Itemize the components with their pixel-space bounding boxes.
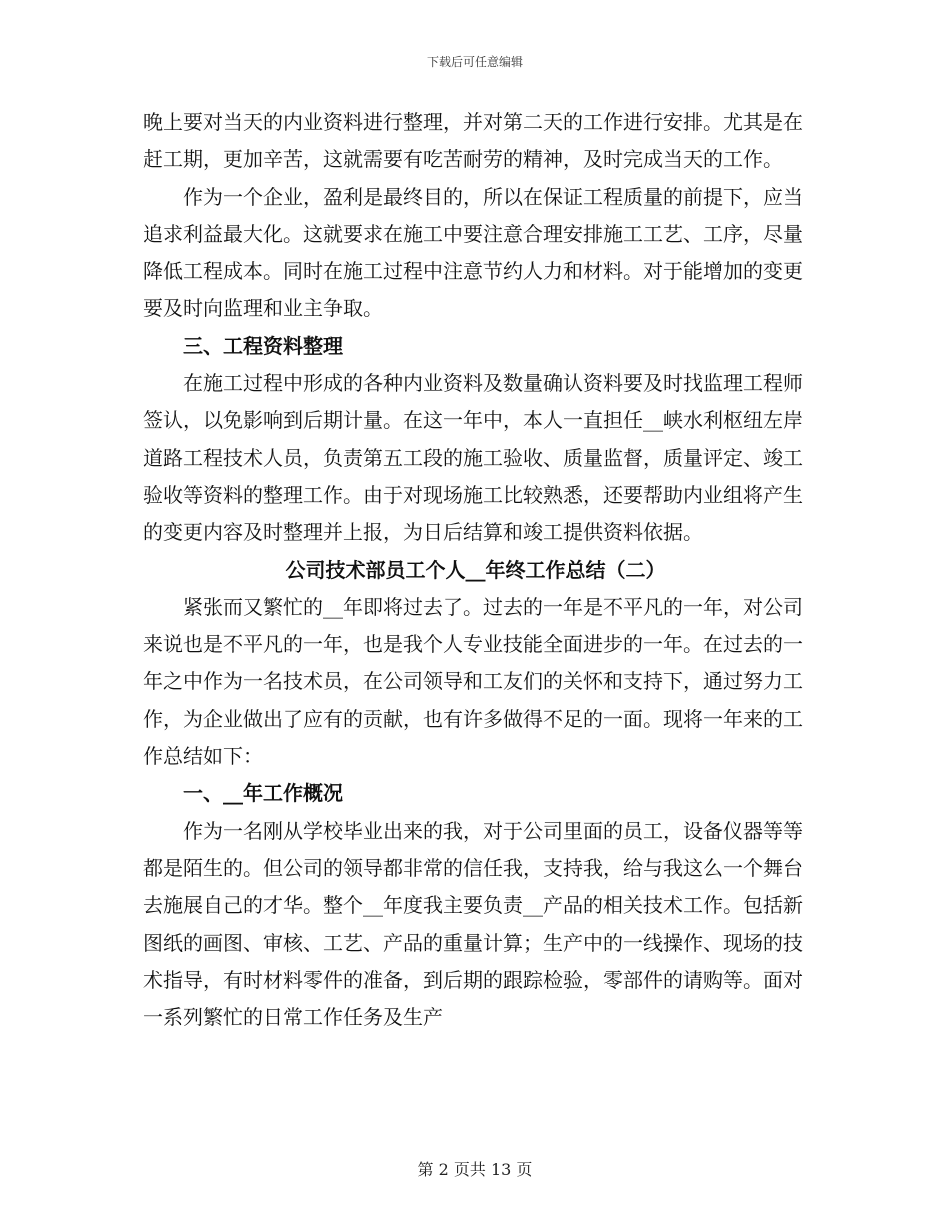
document-body <box>143 104 808 1036</box>
paragraph-continued: 晚上要对当天的内业资料进行整理，并对第二天的工作进行安排。尤其是在赶工期，更加辛苦，这就需要有吃苦耐劳的精神，及时完成当天的工作。 <box>143 110 803 172</box>
paragraph-intro: 紧张而又繁忙的__年即将过去了。过去的一年是不平凡的一年，对公司来说也是不平凡的一年，也是我个人专业技能全面进步的一年。在过去的一年之中作为一名技术员，在公司领导和工友们的关怀和支持下，通过努力工作，为企业做出了应有的贡献，也有许多做得不足的一面。现将一年来的工作总结如下： <box>143 594 803 769</box>
paragraph-overview: 作为一名刚从学校毕业出来的我，对于公司里面的员工，设备仪器等等都是陌生的。但公司的领导都非常的信任我，支持我，给与我这么一个舞台去施展自己的才华。整个__年度我主要负责__产品的相关技术工作。包括新图纸的画图、审核、工艺、产品的重量计算；生产中的一线操作、现场的技术指导，有时材料零件的准备，到后期的跟踪检验，零部件的请购等。面对一系列繁忙的日常工作任务及生产 <box>143 818 803 1030</box>
section-heading-overview: 一、__年工作概况 <box>183 781 343 806</box>
paragraph-profit: 作为一个企业，盈利是最终目的，所以在保证工程质量的前提下，应当追求利益最大化。这就要求在施工中要注意合理安排施工工艺、工序，尽量降低工程成本。同时在施工过程中注意节约人力和材料。对于能增加的变更要及时向监理和业主争取。 <box>143 184 803 321</box>
section-heading-records: 三、工程资料整理 <box>183 333 343 358</box>
page-header: 下载后可任意编辑 <box>426 55 523 69</box>
page-number: 第 2 页共 13 页 <box>417 1160 533 1179</box>
document-title: 公司技术部员工个人__年终工作总结（二） <box>285 557 666 582</box>
paragraph-records: 在施工过程中形成的各种内业资料及数量确认资料要及时找监理工程师签认，以免影响到后期计量。在这一年中，本人一直担任__峡水利枢纽左岸道路工程技术人员，负责第五工段的施工验收、质量监督，质量评定、竣工验收等资料的整理工作。由于对现场施工比较熟悉，还要帮助内业组将产生的变更内容及时整理并上报，为日后结算和竣工提供资料依据。 <box>143 371 803 545</box>
